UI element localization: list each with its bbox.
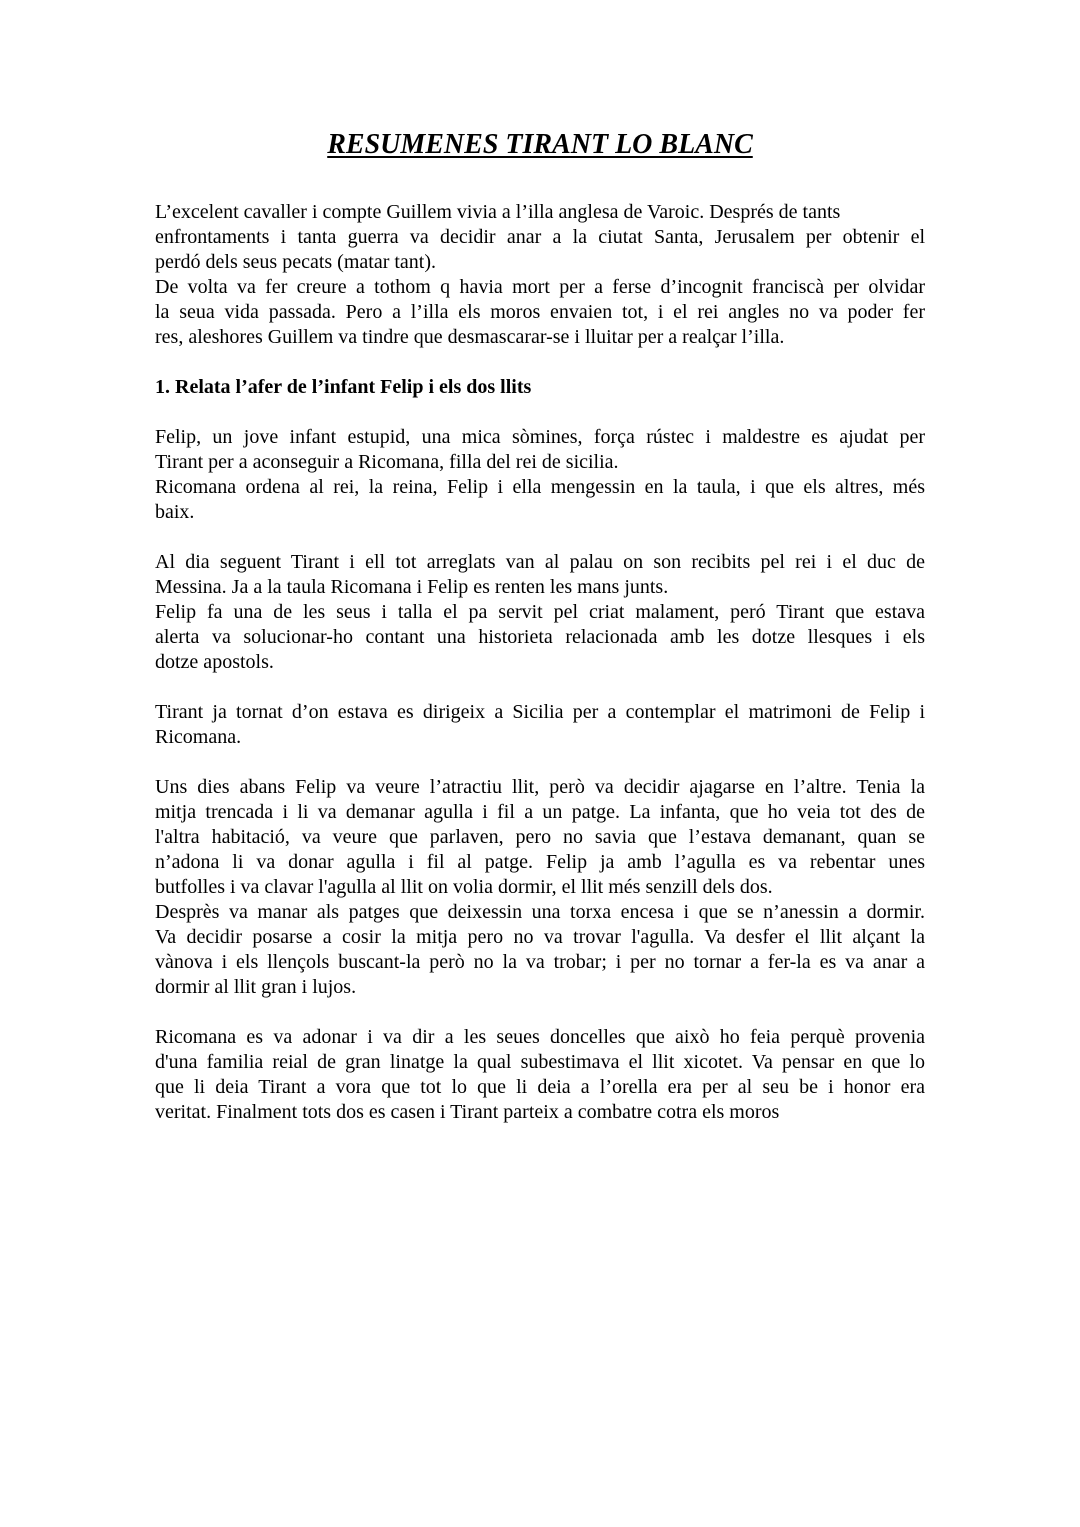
- text-line: Al dia seguent Tirant i ell tot arreglats van al palau on son recibits pel rei i el duc de: [155, 550, 925, 573]
- text-line: dormir al llit gran i lujos.: [155, 975, 357, 998]
- intro-paragraph: [155, 200, 925, 350]
- paragraph-4: [155, 775, 925, 1000]
- text-line: Va decidir posarse a cosir la mitja pero no va trovar l'agulla. Va desfer el llit alçant la: [155, 925, 925, 948]
- text-line: L’excelent cavaller i compte Guillem vivia a l’illa anglesa de Varoic. Després de tants: [155, 200, 841, 223]
- paragraph-5: [155, 1025, 925, 1125]
- text-line: res, aleshores Guillem va tindre que desmascarar-se i lluitar per a realçar l’illa.: [155, 325, 785, 348]
- text-line: vànova i els llençols buscant-la però no la va trobar; i per no tornar a fer-la es va anar a: [155, 950, 925, 973]
- text-line: n’adona li va donar agulla i fil al patge. Felip ja amb l’agulla es va rebentar unes: [155, 850, 925, 873]
- text-line: Ricomana.: [155, 725, 242, 748]
- text-line: Desprès va manar als patges que deixessin una torxa encesa i que se n’anessin a dormir.: [155, 900, 925, 923]
- paragraph-3: [155, 700, 925, 750]
- text-line: veritat. Finalment tots dos es casen i Tirant parteix a combatre cotra els moros: [155, 1100, 780, 1123]
- text-line: Felip, un jove infant estupid, una mica sòmines, força rústec i maldestre es ajudat per: [155, 425, 925, 448]
- text-line: enfrontaments i tanta guerra va decidir anar a la ciutat Santa, Jerusalem per obtenir el: [155, 225, 925, 248]
- text-line: Felip fa una de les seus i talla el pa servit pel criat malament, peró Tirant que estava: [155, 600, 925, 623]
- section-heading: 1. Relata l’afer de l’infant Felip i els dos llits: [155, 375, 532, 398]
- paragraph-2: [155, 550, 925, 675]
- text-line: butfolles i va clavar l'agulla al llit on volia dormir, el llit més senzill dels dos.: [155, 875, 773, 898]
- text-line: dotze apostols.: [155, 650, 274, 673]
- text-line: Tirant ja tornat d’on estava es dirigeix a Sicilia per a contemplar el matrimoni de Felip i: [155, 700, 925, 723]
- text-line: Uns dies abans Felip va veure l’atractiu llit, però va decidir ajagarse en l’altre. Tenia la: [155, 775, 925, 798]
- text-line: De volta va fer creure a tothom q havia mort per a ferse d’incognit franciscà per olvidar: [155, 275, 925, 298]
- text-line: perdó dels seus pecats (matar tant).: [155, 250, 437, 273]
- text-line: Tirant per a aconseguir a Ricomana, filla del rei de sicilia.: [155, 450, 619, 473]
- text-line: d'una familia reial de gran linatge la qual subestimava el llit xicotet. Va pensar en que lo: [155, 1050, 925, 1073]
- text-line: Ricomana es va adonar i va dir a les seues doncelles que això ho feia perquè provenia: [155, 1025, 925, 1048]
- text-line: Ricomana ordena al rei, la reina, Felip i ella mengessin en la taula, i que els altres, més: [155, 475, 925, 498]
- paragraph-1: [155, 425, 925, 525]
- text-line: alerta va solucionar-ho contant una historieta relacionada amb les dotze llesques i els: [155, 625, 925, 648]
- document-page: [155, 128, 925, 1125]
- text-line: Messina. Ja a la taula Ricomana i Felip es renten les mans junts.: [155, 575, 669, 598]
- document-title: RESUMENES TIRANT LO BLANC: [327, 129, 753, 160]
- text-line: baix.: [155, 500, 195, 523]
- text-line: mitja trencada i li va demanar agulla i fil a un patge. La infanta, que ho veia tot des de: [155, 800, 925, 823]
- text-line: que li deia Tirant a vora que tot lo que li deia a l’orella era per al seu be i honor era: [155, 1075, 925, 1098]
- text-line: la seua vida passada. Pero a l’illa els moros envaien tot, i el rei angles no va poder fer: [155, 300, 925, 323]
- text-line: l'altra habitació, va veure que parlaven, pero no savia que l’estava demanant, quan se: [155, 825, 925, 848]
